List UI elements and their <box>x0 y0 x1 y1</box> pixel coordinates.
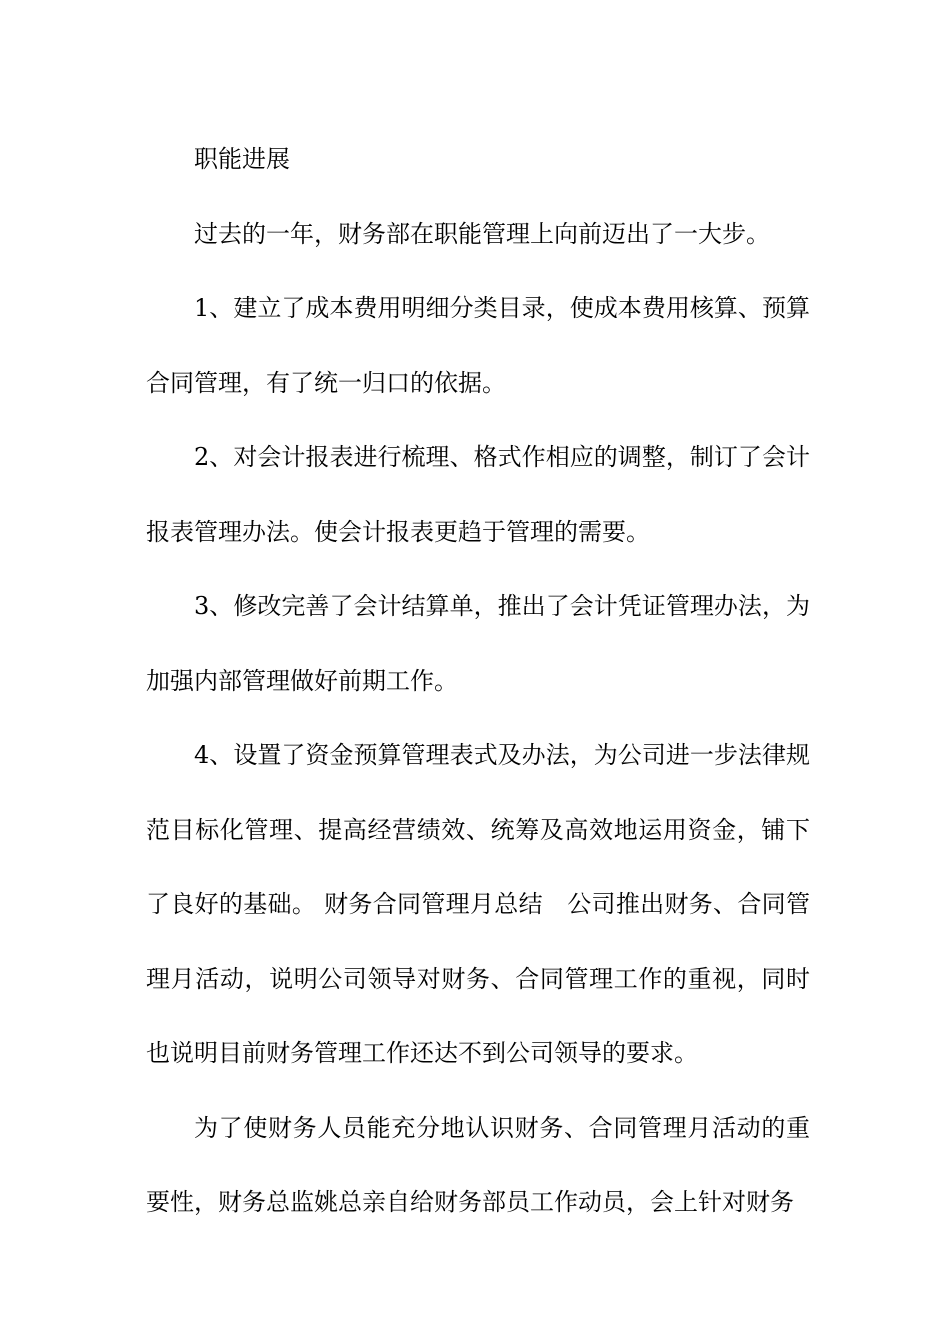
paragraph-item-2: 2、对会计报表进行梳理、格式作相应的调整，制订了会计报表管理办法。使会计报表更趋于管理的需要。 <box>146 443 810 546</box>
section-heading: 职能进展 <box>194 145 290 173</box>
paragraph-closing: 为了使财务人员能充分地认识财务、合同管理月活动的重要性，财务总监姚总亲自给财务部员工作动员，会上针对财务 <box>146 1113 810 1216</box>
paragraph-item-4: 4、设置了资金预算管理表式及办法，为公司进一步法律规范目标化管理、提高经营绩效、统筹及高效地运用资金，铺下了良好的基础。 财务合同管理月总结 公司推出财务、合同管理月活动，说明公司领导对财务、合同管理工作的重视，同时也说明目前财务管理工作还达不到公司领导的要求。 <box>146 741 810 1067</box>
document-body <box>146 122 810 1240</box>
paragraph-item-3: 3、修改完善了会计结算单，推出了会计凭证管理办法，为加强内部管理做好前期工作。 <box>146 592 810 695</box>
paragraph-item-1: 1、建立了成本费用明细分类目录，使成本费用核算、预算合同管理，有了统一归口的依据。 <box>146 294 810 397</box>
paragraph-intro: 过去的一年，财务部在职能管理上向前迈出了一大步。 <box>194 219 770 248</box>
